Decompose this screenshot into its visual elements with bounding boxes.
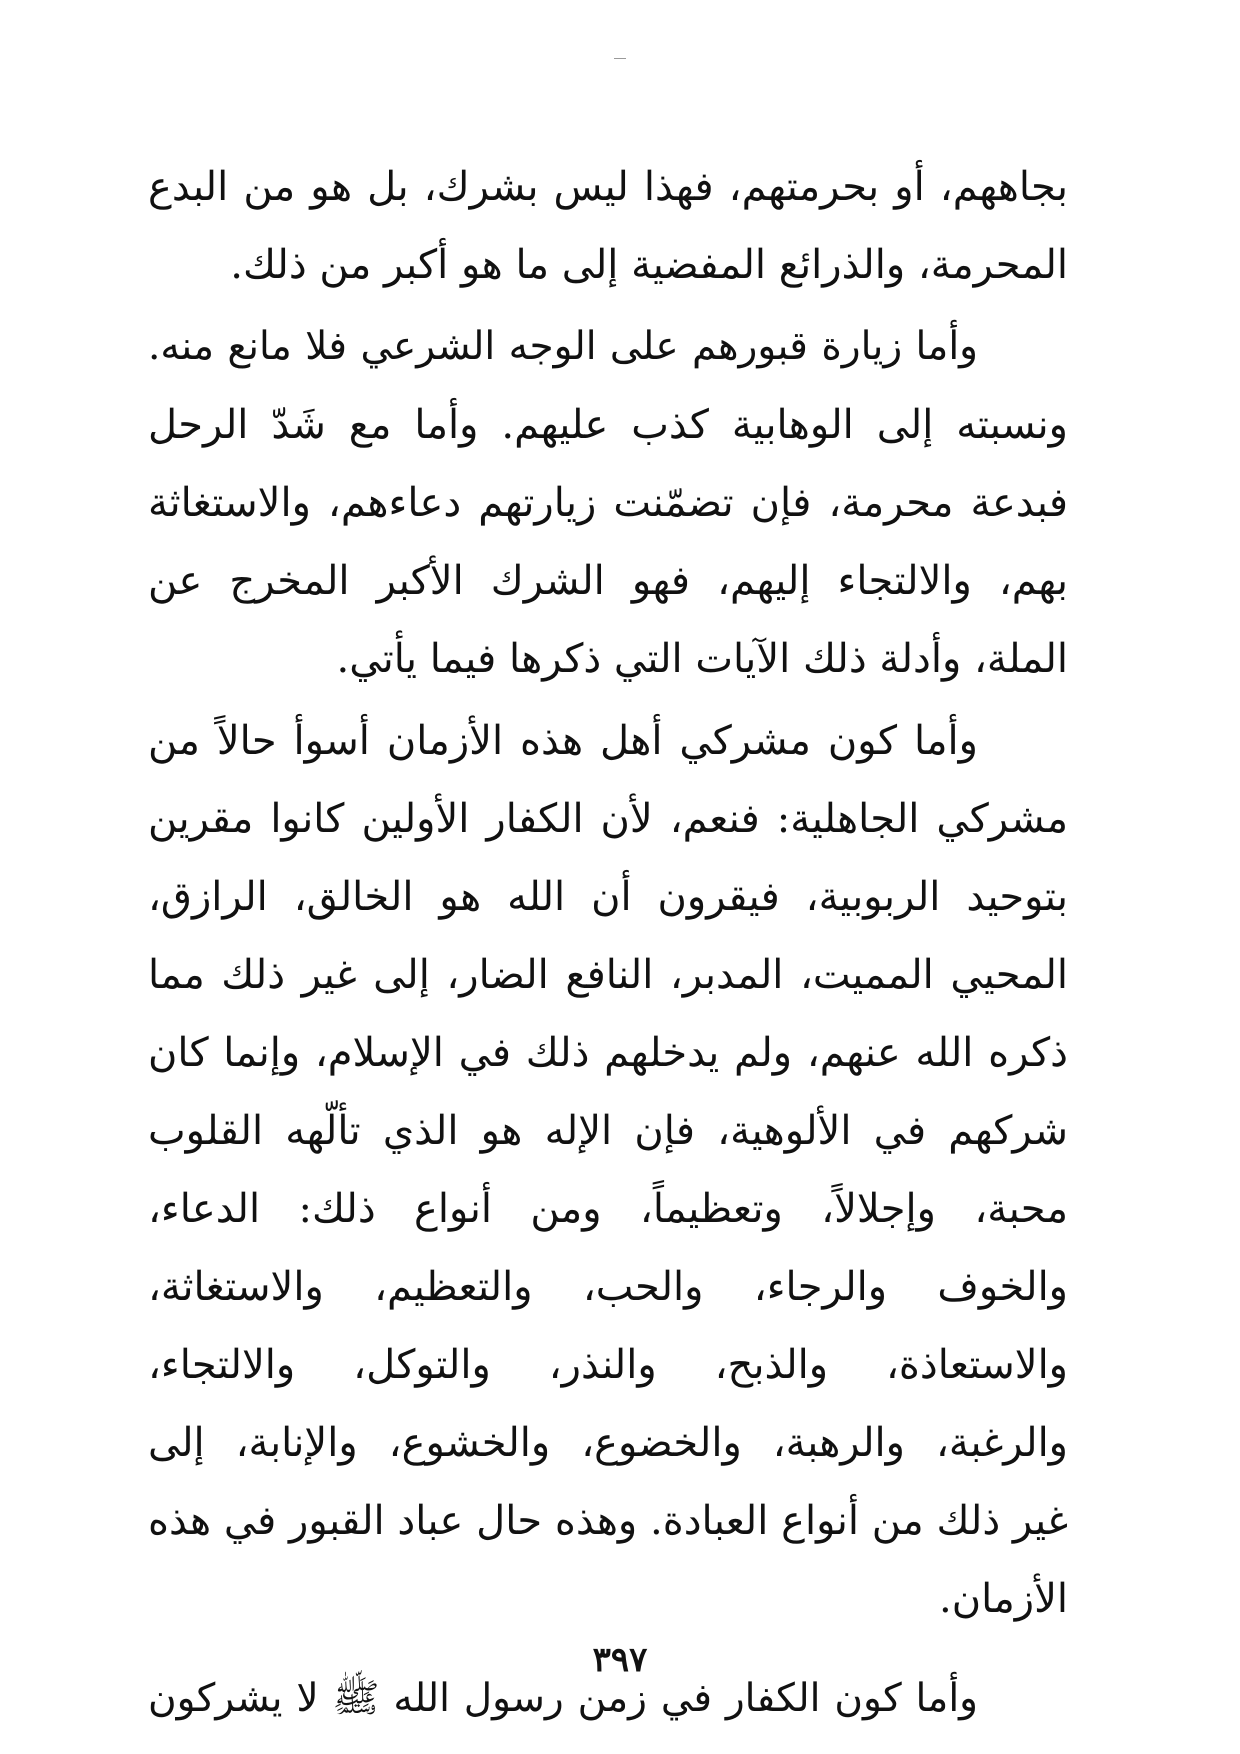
text-line: مشركي الجاهلية: فنعم، لأن الكفار الأولين كانوا مقرين bbox=[148, 796, 1068, 842]
text-line: الأزمان. bbox=[939, 1576, 1068, 1622]
text-line: محبة، وإجلالاً، وتعظيماً، ومن أنواع ذلك: الدعاء، bbox=[148, 1186, 1068, 1232]
text-line: شركهم في الألوهية، فإن الإله هو الذي تألّهه القلوب bbox=[148, 1108, 1068, 1154]
text-line: بهم، والالتجاء إليهم، فهو الشرك الأكبر المخرج عن bbox=[148, 558, 1068, 604]
scan-mark bbox=[614, 58, 626, 59]
text-line: فبدعة محرمة، فإن تضمّنت زيارتهم دعاءهم، والاستغاثة bbox=[148, 480, 1068, 526]
page-number: ٣٩٧ bbox=[592, 1640, 648, 1680]
text-line: بجاههم، أو بحرمتهم، فهذا ليس بشرك، بل هو من البدع bbox=[148, 164, 1068, 210]
text-line: الملة، وأدلة ذلك الآيات التي ذكرها فيما يأتي. bbox=[336, 636, 1068, 682]
text-line: المحرمة، والذرائع المفضية إلى ما هو أكبر من ذلك. bbox=[230, 242, 1068, 288]
text-line: المحيي المميت، المدبر، النافع الضار، إلى غير ذلك مما bbox=[148, 952, 1068, 998]
text-line: والرغبة، والرهبة، والخضوع، والخشوع، والإنابة، إلى bbox=[148, 1420, 1068, 1466]
text-line: وأما زيارة قبورهم على الوجه الشرعي فلا مانع منه. bbox=[148, 324, 978, 369]
paragraph-2 bbox=[148, 308, 1068, 698]
text-line: والخوف والرجاء، والحب، والتعظيم، والاستغاثة، bbox=[148, 1264, 1068, 1310]
paragraph-3 bbox=[148, 702, 1068, 1638]
text-line: والاستعاذة، والذبح، والنذر، والتوكل، والالتجاء، bbox=[148, 1342, 1068, 1388]
text-line: بتوحيد الربوبية، فيقرون أن الله هو الخالق، الرازق، bbox=[148, 874, 1068, 920]
text-line: ونسبته إلى الوهابية كذب عليهم. وأما مع شَدّ الرحل bbox=[148, 402, 1068, 448]
text-line: غير ذلك من أنواع العبادة. وهذه حال عباد القبور في هذه bbox=[148, 1498, 1068, 1544]
text-line: ذكره الله عنهم، ولم يدخلهم ذلك في الإسلام، وإنما كان bbox=[148, 1030, 1068, 1076]
paragraph-1 bbox=[148, 148, 1068, 304]
body-text bbox=[148, 148, 1068, 1738]
text-line: وأما كون الكفار في زمن رسول الله ﷺ لا يشركون bbox=[148, 1676, 978, 1721]
text-line: وأما كون مشركي أهل هذه الأزمان أسوأ حالاً من bbox=[148, 718, 978, 764]
